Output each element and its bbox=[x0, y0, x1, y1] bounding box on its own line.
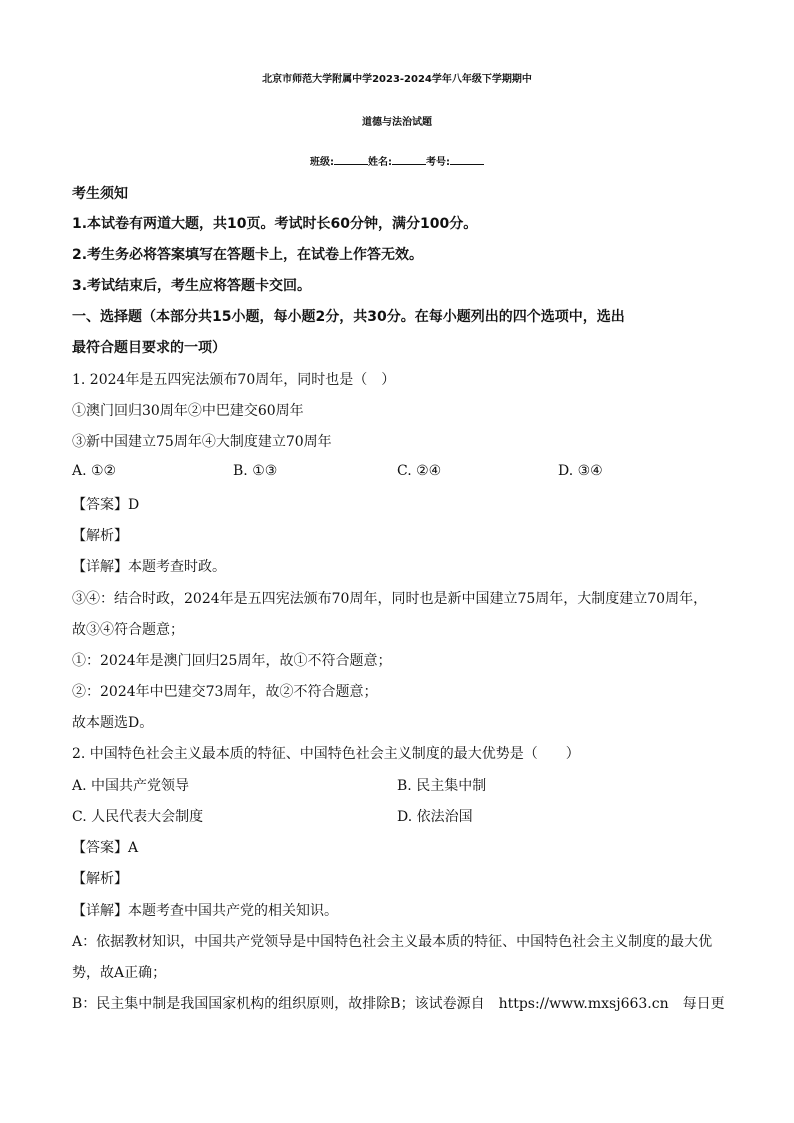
notice-heading: 考生须知 bbox=[72, 186, 128, 202]
q2-option-b: B. 民主集中制 bbox=[397, 778, 487, 794]
q1-explanation-3: ②：2024年中巴建交73周年，故②不符合题意； bbox=[72, 684, 378, 700]
q1-answer: 【答案】D bbox=[72, 497, 140, 513]
class-label: 班级: bbox=[310, 157, 334, 168]
student-info-line bbox=[0, 150, 794, 168]
q1-stem: 1. 2024年是五四宪法颁布70周年，同时也是（ ） bbox=[72, 372, 396, 388]
q1-detail: 【详解】本题考查时政。 bbox=[72, 559, 226, 575]
q1-option-c: C. ②④ bbox=[397, 463, 442, 479]
q1-item-line-2: ③新中国建立75周年④大制度建立70周年 bbox=[72, 434, 332, 450]
id-label: 考号: bbox=[426, 157, 450, 168]
q1-conclusion: 故本题选D。 bbox=[72, 715, 154, 731]
q2-stem: 2. 中国特色社会主义最本质的特征、中国特色社会主义制度的最大优势是（ ） bbox=[72, 746, 580, 762]
q2-option-d: D. 依法治国 bbox=[397, 809, 473, 825]
q1-option-d: D. ③④ bbox=[558, 463, 603, 479]
notice-item-2: 2.考生务必将答案填写在答题卡上，在试卷上作答无效。 bbox=[72, 247, 424, 263]
class-blank[interactable] bbox=[334, 150, 368, 165]
q1-explanation-1b: 故③④符合题意； bbox=[72, 622, 184, 638]
q2-analysis-label: 【解析】 bbox=[72, 871, 128, 887]
section-heading-line1: 一、选择题（本部分共15小题，每小题2分，共30分。在每小题列出的四个选项中，选出 bbox=[72, 309, 625, 325]
q1-explanation-2: ①：2024年是澳门回归25周年，故①不符合题意； bbox=[72, 653, 392, 669]
q2-option-c: C. 人民代表大会制度 bbox=[72, 809, 204, 825]
q2-explanation-a-2: 势，故A正确； bbox=[72, 965, 167, 981]
id-blank[interactable] bbox=[450, 150, 484, 165]
q1-option-a: A. ①② bbox=[72, 463, 117, 479]
q1-item-line-1: ①澳门回归30周年②中巴建交60周年 bbox=[72, 403, 304, 419]
q2-explanation-b: B：民主集中制是我国国家机构的组织原则，故排除B；该试卷源自 https://www.mxsj663.cn 每日更 bbox=[72, 996, 725, 1012]
name-blank[interactable] bbox=[392, 150, 426, 165]
notice-item-3: 3.考试结束后，考生应将答题卡交回。 bbox=[72, 278, 312, 294]
q1-option-b: B. ①③ bbox=[233, 463, 278, 479]
q2-detail: 【详解】本题考查中国共产党的相关知识。 bbox=[72, 903, 338, 919]
name-label: 姓名: bbox=[368, 157, 392, 168]
q2-answer: 【答案】A bbox=[72, 840, 139, 856]
exam-title: 北京市师范大学附属中学2023-2024学年八年级下学期期中 bbox=[262, 74, 532, 85]
q1-explanation-1a: ③④：结合时政，2024年是五四宪法颁布70周年，同时也是新中国建立75周年，大制度建立70周年， bbox=[72, 591, 708, 607]
q2-option-a: A. 中国共产党领导 bbox=[72, 778, 190, 794]
q1-analysis-label: 【解析】 bbox=[72, 528, 128, 544]
section-heading-line2: 最符合题目要求的一项） bbox=[72, 340, 226, 356]
notice-item-1: 1.本试卷有两道大题，共10页。考试时长60分钟，满分100分。 bbox=[72, 216, 478, 232]
q2-explanation-a-1: A：依据教材知识，中国共产党领导是中国特色社会主义最本质的特征、中国特色社会主义制度的最大优 bbox=[72, 934, 713, 950]
exam-subtitle: 道德与法治试题 bbox=[362, 117, 432, 128]
